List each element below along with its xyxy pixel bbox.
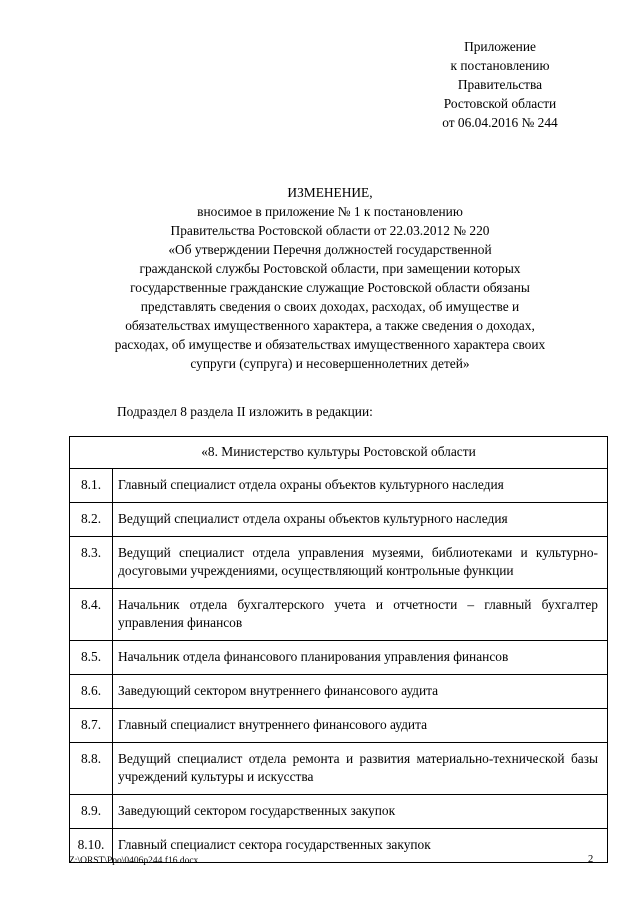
intro-paragraph: Подраздел 8 раздела II изложить в редакции: xyxy=(117,404,373,419)
table-row xyxy=(70,641,608,675)
row-position: Ведущий специалист отдела охраны объектов культурного наследия xyxy=(113,503,608,537)
table-row xyxy=(70,709,608,743)
table-row xyxy=(70,675,608,709)
document-title xyxy=(90,183,570,373)
positions-table xyxy=(69,436,608,863)
table-row xyxy=(70,503,608,537)
row-number: 8.7. xyxy=(70,709,113,743)
title-line: «Об утверждении Перечня должностей государственной xyxy=(168,242,492,257)
table-header: «8. Министерство культуры Ростовской области xyxy=(70,437,608,469)
table-row xyxy=(70,743,608,795)
table-row xyxy=(70,537,608,589)
title-line: Правительства Ростовской области от 22.03.2012 № 220 xyxy=(170,223,490,238)
row-position: Ведущий специалист отдела ремонта и развития материально-технической базы учреждений культуры и искусства xyxy=(113,743,608,795)
row-number: 8.5. xyxy=(70,641,113,675)
title-line: вносимое в приложение № 1 к постановлению xyxy=(197,204,463,219)
row-position: Главный специалист отдела охраны объектов культурного наследия xyxy=(113,469,608,503)
row-number: 8.9. xyxy=(70,795,113,829)
appendix-line: Правительства xyxy=(457,77,543,92)
row-number: 8.3. xyxy=(70,537,113,589)
title-line: государственные гражданские служащие Ростовской области обязаны xyxy=(130,280,530,295)
page-number: 2 xyxy=(588,854,594,865)
row-position: Ведущий специалист отдела управления музеями, библиотеками и культурно-досуговыми учреждениями, осуществляющий контрольные функции xyxy=(113,537,608,589)
row-number: 8.1. xyxy=(70,469,113,503)
title-line: супруги (супруга) и несовершеннолетних детей» xyxy=(190,356,470,371)
row-position: Начальник отдела бухгалтерского учета и отчетности – главный бухгалтер управления финансов xyxy=(113,589,608,641)
title-line: обязательствах имущественного характера, а также сведения о доходах, xyxy=(125,318,535,333)
title-line: гражданской службы Ростовской области, при замещении которых xyxy=(139,261,521,276)
title-line: расходах, об имуществе и обязательствах имущественного характера своих xyxy=(114,337,546,352)
appendix-line: Ростовской области xyxy=(443,96,557,111)
row-position: Заведующий сектором государственных закупок xyxy=(113,795,608,829)
row-number: 8.10. xyxy=(70,829,113,863)
row-number: 8.6. xyxy=(70,675,113,709)
appendix-line: к постановлению xyxy=(450,58,550,73)
table-row xyxy=(70,589,608,641)
row-position: Главный специалист внутреннего финансового аудита xyxy=(113,709,608,743)
row-position: Заведующий сектором внутреннего финансового аудита xyxy=(113,675,608,709)
row-number: 8.8. xyxy=(70,743,113,795)
title-heading: ИЗМЕНЕНИЕ, xyxy=(287,185,373,200)
row-number: 8.4. xyxy=(70,589,113,641)
row-position: Главный специалист сектора государственных закупок xyxy=(113,829,608,863)
footer-file-path: Z:\ORST\Ppo\0406p244.f16.docx xyxy=(69,856,199,866)
table-row xyxy=(70,469,608,503)
title-line: представлять сведения о своих доходах, расходах, об имуществе и xyxy=(140,299,520,314)
table-header-row xyxy=(70,437,608,469)
appendix-block xyxy=(420,37,580,132)
table-row xyxy=(70,795,608,829)
appendix-line: Приложение xyxy=(464,39,536,54)
appendix-line: от 06.04.2016 № 244 xyxy=(442,115,558,130)
row-number: 8.2. xyxy=(70,503,113,537)
row-position: Начальник отдела финансового планирования управления финансов xyxy=(113,641,608,675)
